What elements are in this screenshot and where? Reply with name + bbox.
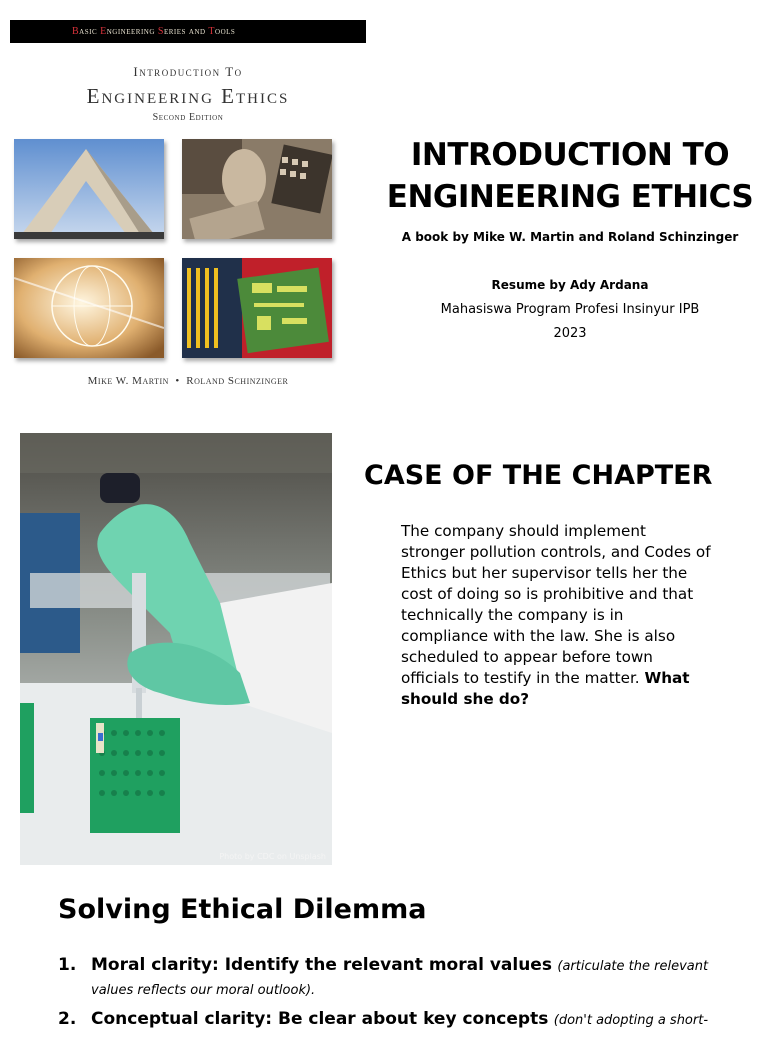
cover-intro: Introduction To bbox=[133, 64, 243, 79]
cover-image-monument bbox=[14, 139, 164, 239]
step-note: (articulate the relevant values reflects our moral outlook). bbox=[91, 959, 709, 998]
cover-authors: Mike W. Martin • Roland Schinzinger bbox=[87, 375, 289, 387]
series-banner: Basic Engineering Series and Tools bbox=[10, 20, 366, 43]
case-question: What should she do? bbox=[401, 669, 690, 708]
cover-image-globe bbox=[14, 258, 164, 358]
title-line-1: INTRODUCTION TO bbox=[410, 137, 730, 173]
page-title bbox=[380, 134, 760, 218]
cover-title: Engineering Ethics bbox=[86, 84, 290, 108]
list-item bbox=[58, 954, 718, 1002]
year: 2023 bbox=[553, 326, 587, 341]
section-title: Solving Ethical Dilemma bbox=[58, 894, 427, 925]
book-authors-line: A book by Mike W. Martin and Roland Schinzinger bbox=[401, 230, 739, 244]
lab-photo bbox=[20, 433, 332, 865]
step-heading: Conceptual clarity: Be clear about key concepts bbox=[91, 1009, 549, 1029]
case-description bbox=[401, 521, 711, 710]
case-title: CASE OF THE CHAPTER bbox=[364, 460, 713, 491]
affiliation: Mahasiswa Program Profesi Insinyur IPB bbox=[440, 302, 700, 317]
photo-credit: Photo by CDC on Unsplash bbox=[219, 852, 326, 861]
case-text: The company should implement stronger pollution controls, and Codes of Ethics but her supervisor tells her the cost of doing so is prohibitive and that technically the company is in compliance with the law. She is also scheduled to appear before town officials to testify in the matter. bbox=[401, 522, 711, 687]
steps-list bbox=[58, 954, 718, 1038]
cover-edition: Second Edition bbox=[152, 112, 224, 123]
title-line-2: ENGINEERING ETHICS bbox=[386, 179, 754, 215]
list-item bbox=[58, 1008, 718, 1032]
step-number: 2. bbox=[58, 1009, 77, 1029]
cover-image-circuit bbox=[182, 258, 332, 358]
step-number: 1. bbox=[58, 955, 77, 975]
step-note: (don't adopting a short- bbox=[553, 1013, 709, 1028]
step-heading: Moral clarity: Identify the relevant moral values bbox=[91, 955, 552, 975]
cover-image-technology bbox=[182, 139, 332, 239]
resume-author: Resume by Ady Ardana bbox=[491, 278, 649, 292]
